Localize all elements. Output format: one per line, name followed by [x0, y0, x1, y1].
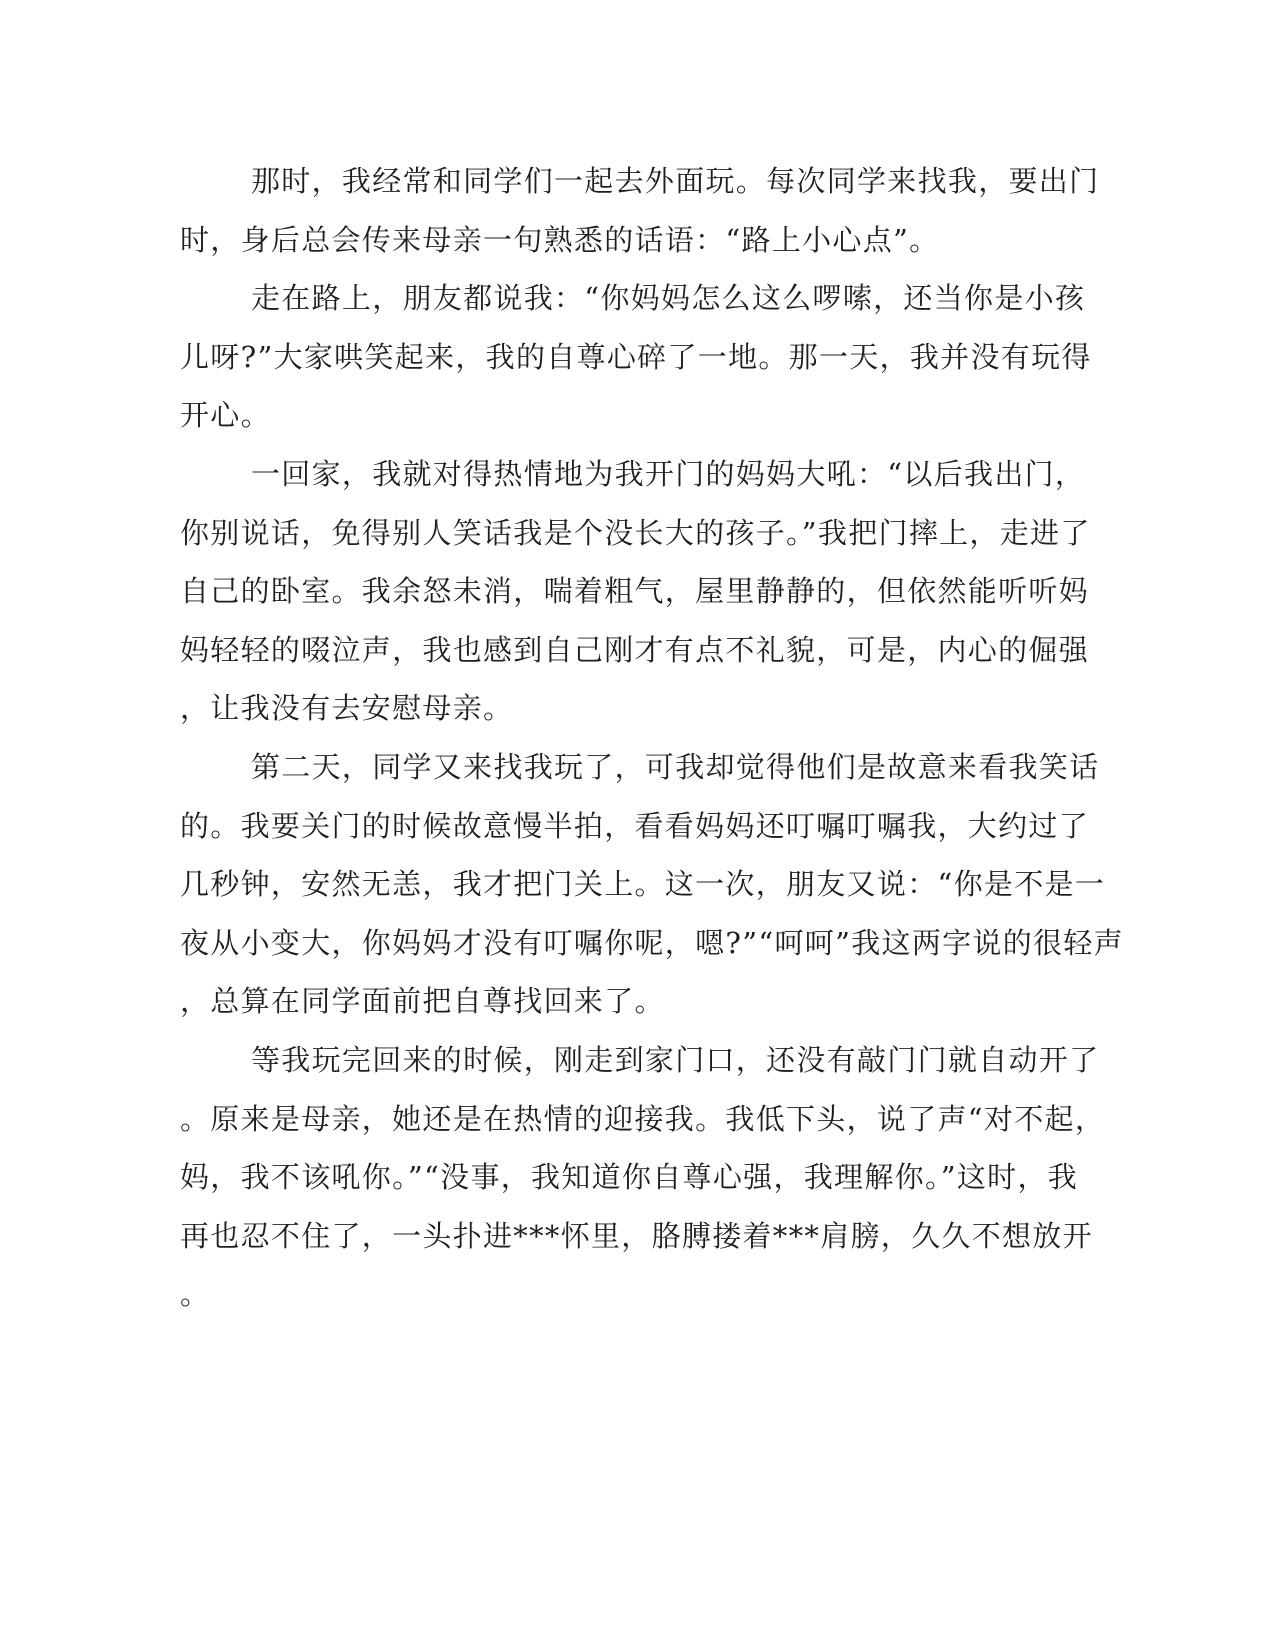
text-line: 第二天，同学又来找我玩了，可我却觉得他们是故意来看我笑话 — [251, 750, 1100, 784]
text-line: 。 — [180, 1277, 211, 1311]
text-line: 自己的卧室。我余怒未消，喘着粗气，屋里静静的，但依然能听听妈 — [180, 574, 1090, 608]
text-line: 的。我要关门的时候故意慢半拍，看看妈妈还叮嘱叮嘱我，大约过了 — [180, 809, 1090, 843]
text-line: 一回家，我就对得热情地为我开门的妈妈大吼：“以后我出门， — [251, 457, 1086, 491]
text-line: 妈轻轻的啜泣声，我也感到自己刚才有点不礼貌，可是，内心的倔强 — [180, 633, 1090, 667]
text-line: 开心。 — [180, 398, 271, 432]
text-line: 妈，我不该吼你。”“没事，我知道你自尊心强，我理解你。”这时，我 — [180, 1160, 1079, 1194]
text-line: 那时，我经常和同学们一起去外面玩。每次同学来找我，要出门 — [251, 164, 1100, 198]
text-line: 你别说话，免得别人笑话我是个没长大的孩子。”我把门摔上，走进了 — [180, 516, 1091, 550]
text-line: ，总算在同学面前把自尊找回来了。 — [180, 984, 665, 1018]
text-line: 等我玩完回来的时候，刚走到家门口，还没有敲门门就自动开了 — [251, 1043, 1100, 1077]
text-line: ，让我没有去安慰母亲。 — [180, 691, 514, 725]
text-line: 儿呀?”大家哄笑起来，我的自尊心碎了一地。那一天，我并没有玩得 — [180, 340, 1092, 374]
text-line: 几秒钟，安然无恙，我才把门关上。这一次，朋友又说：“你是不是一 — [180, 867, 1106, 901]
text-line: 走在路上，朋友都说我：“你妈妈怎么这么啰嗦，还当你是小孩 — [251, 281, 1086, 315]
text-line: 时，身后总会传来母亲一句熟悉的话语：“路上小心点”。 — [180, 223, 940, 257]
text-line: 。原来是母亲，她还是在热情的迎接我。我低下头，说了声“对不起， — [180, 1102, 1106, 1136]
text-line: 再也忍不住了，一头扑进***怀里，胳膊搂着***肩膀，久久不想放开 — [180, 1219, 1093, 1253]
text-line: 夜从小变大，你妈妈才没有叮嘱你呢，嗯?”“呵呵”我这两字说的很轻声 — [180, 926, 1124, 960]
